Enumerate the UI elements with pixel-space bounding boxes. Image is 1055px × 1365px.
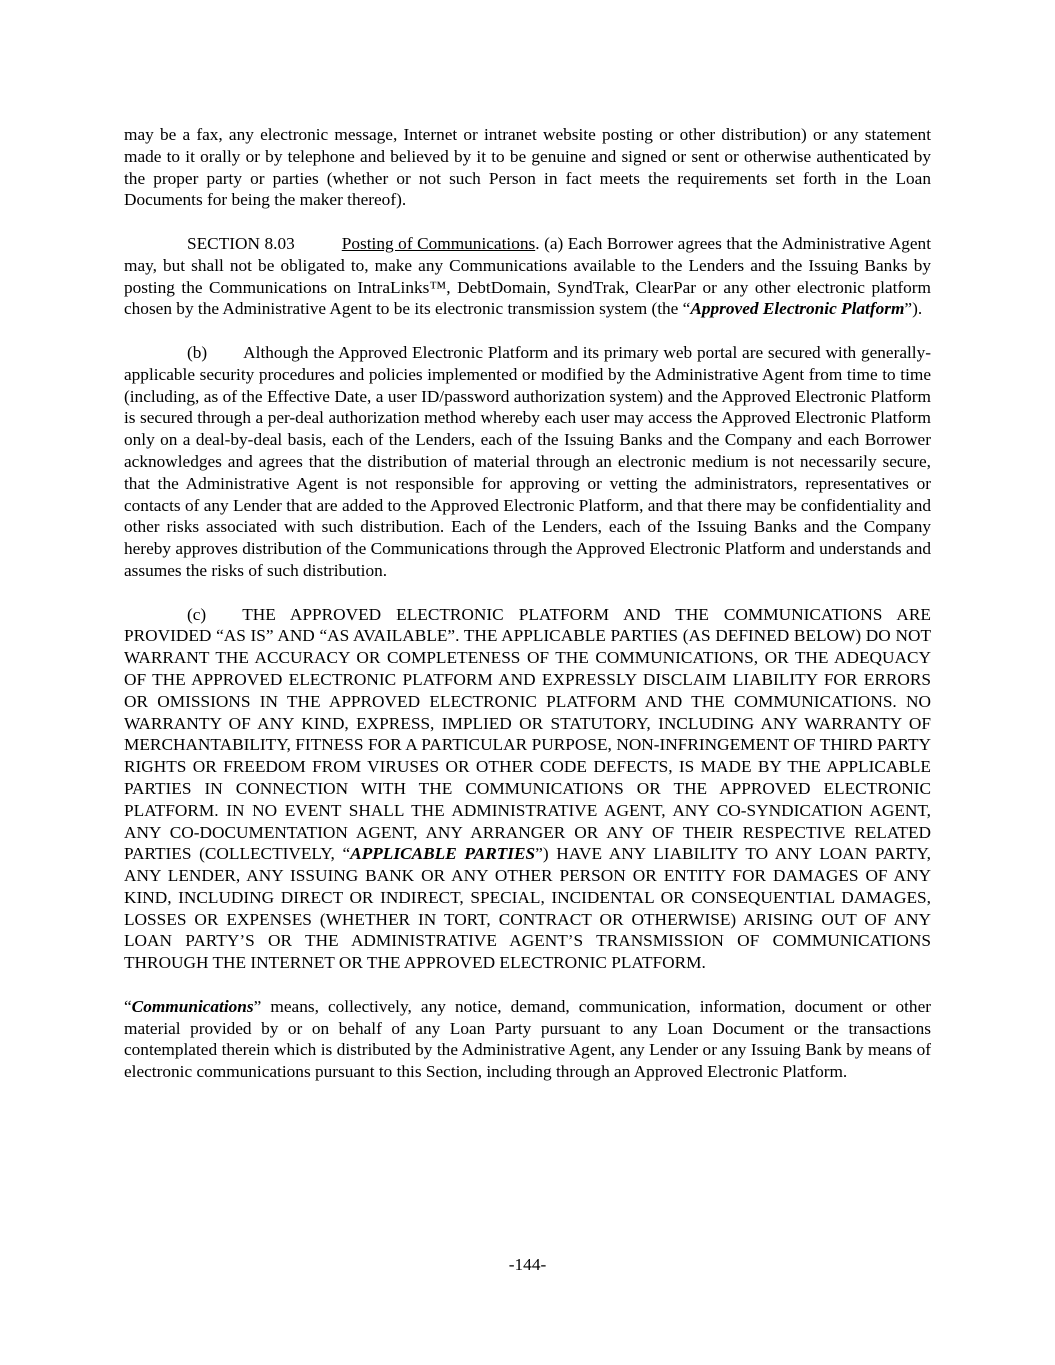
paragraph-continuation: may be a fax, any electronic message, Internet or intranet website posting or other distribution) or any statement made to it orally or by telephone and believed by it to be genuine and signed or sent or otherwise authenticated by the proper party or parties (whether or not such Person in fact meets the requirements set forth in the Loan Documents for being the maker thereof). — [124, 125, 931, 210]
defined-term-communications: Communications — [131, 996, 254, 1016]
paragraph-b-label: (b) — [187, 342, 208, 362]
section-body-a-end: ”). — [904, 299, 923, 319]
section-heading: Posting of Communications — [341, 233, 536, 253]
paragraph-b-text: Although the Approved Electronic Platform and its primary web portal are secured with generally-applicable security procedures and policies implemented or modified by the Administrative Agent from time to time (including, as of the Effective Date, a user ID/password authorization system) and the Approved Electronic Platform is secured through a per-deal authorization method whereby each user may access the Approved Electronic Platform only on a deal-by-deal basis, each of the Lenders, each of the Issuing Banks and the Company and each Borrower acknowledges and agrees that the distribution of material through an electronic medium is not necessarily secure, that the Administrative Agent is not responsible for approving or vetting the administrators, representatives or contacts of any Lender that are added to the Approved Electronic Platform, and that there may be confidentiality and other risks associated with such distribution. Each of the Lenders, each of the Issuing Banks and the Company hereby approves distribution of the Communications through the Approved Electronic Platform and understands and assumes the risks of such distribution. — [124, 342, 931, 580]
section-8-03-paragraph — [124, 233, 931, 320]
paragraph-c-text-1: THE APPROVED ELECTRONIC PLATFORM AND THE COMMUNICATIONS ARE PROVIDED “AS IS” AND “AS AVAILABLE”. THE APPLICABLE PARTIES (AS DEFINED BELOW) DO NOT WARRANT THE ACCURACY OR COMPLETENESS OF THE COMMUNICATIONS, OR THE ADEQUACY OF THE APPROVED ELECTRONIC PLATFORM AND EXPRESSLY DISCLAIM LIABILITY FOR ERRORS OR OMISSIONS IN THE APPROVED ELECTRONIC PLATFORM AND THE COMMUNICATIONS. NO WARRANTY OF ANY KIND, EXPRESS, IMPLIED OR STATUTORY, INCLUDING ANY WARRANTY OF MERCHANTABILITY, FITNESS FOR A PARTICULAR PURPOSE, NON-INFRINGEMENT OF THIRD PARTY RIGHTS OR FREEDOM FROM VIRUSES OR OTHER CODE DEFECTS, IS MADE BY THE APPLICABLE PARTIES IN CONNECTION WITH THE COMMUNICATIONS OR THE APPROVED ELECTRONIC PLATFORM. IN NO EVENT SHALL THE ADMINISTRATIVE AGENT, ANY CO-SYNDICATION AGENT, ANY CO-DOCUMENTATION AGENT, ANY ARRANGER OR ANY OF THEIR RESPECTIVE RELATED PARTIES (COLLECTIVELY, “ — [124, 604, 931, 864]
paragraph-c-text-2: ”) HAVE ANY LIABILITY TO ANY LOAN PARTY, ANY LENDER, ANY ISSUING BANK OR ANY OTHER PERSON OR ENTITY FOR DAMAGES OF ANY KIND, INCLUDING DIRECT OR INDIRECT, SPECIAL, INCIDENTAL OR CONSEQUENTIAL DAMAGES, LOSSES OR EXPENSES (WHETHER IN TORT, CONTRACT OR OTHERWISE) ARISING OUT OF ANY LOAN PARTY’S OR THE ADMINISTRATIVE AGENT’S TRANSMISSION OF COMMUNICATIONS THROUGH THE INTERNET OR THE APPROVED ELECTRONIC PLATFORM. — [124, 844, 931, 973]
defined-term-approved-electronic-platform: Approved Electronic Platform — [690, 299, 905, 319]
page-number: -144- — [508, 1255, 547, 1274]
paragraph-c-label: (c) — [187, 604, 207, 624]
document-page — [124, 124, 931, 1083]
paragraph-b — [124, 342, 931, 582]
section-number: SECTION 8.03 — [187, 233, 295, 253]
paragraph-c — [124, 604, 931, 975]
definition-text: ” means, collectively, any notice, demand, communication, information, document or other material provided by or on behalf of any Loan Party pursuant to any Loan Document or the transactions contemplated therein which is distributed by the Administrative Agent, any Lender or any Issuing Bank by means of electronic communications pursuant to this Section, including through an Approved Electronic Platform. — [124, 996, 931, 1082]
communications-definition — [124, 996, 931, 1083]
section-heading-period: . — [535, 233, 545, 253]
definition-open-quote: “ — [124, 996, 132, 1016]
section-body-a: (a) Each Borrower agrees that the Administrative Agent may, but shall not be obligated to, make any Communications available to the Lenders and the Issuing Banks by posting the Communications on IntraLinks™, DebtDomain, SyndTrak, ClearPar or any other electronic platform chosen by the Administrative Agent to be its electronic transmission system (the “ — [124, 233, 932, 319]
defined-term-applicable-parties: APPLICABLE PARTIES — [350, 844, 536, 864]
